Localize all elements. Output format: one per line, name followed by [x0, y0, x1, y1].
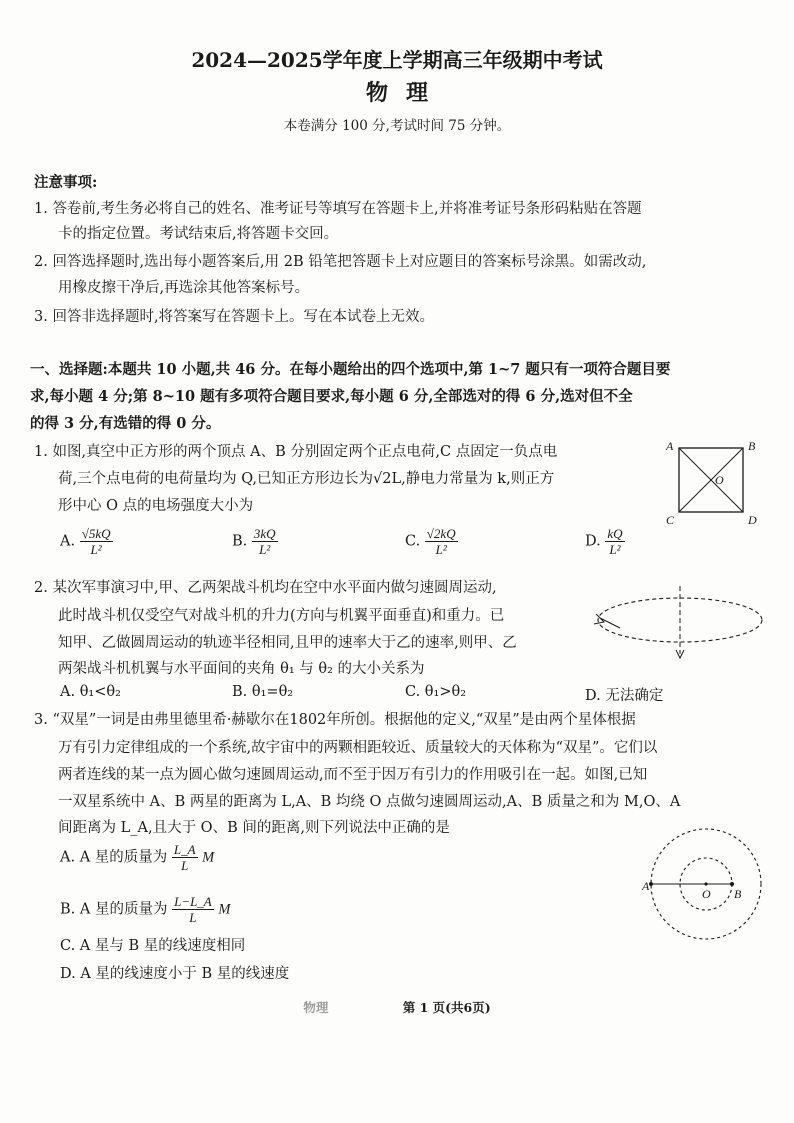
footer-left: 物理 [303, 1000, 329, 1015]
q2-option-c: C. θ₁>θ₂ [405, 684, 467, 700]
q2-option-b: B. θ₁=θ₂ [232, 684, 294, 700]
center-o-label: O [715, 473, 724, 487]
exam-title: 2024—2025学年度上学期高三年级期中考试 [191, 48, 603, 72]
center-o-label: O [702, 887, 711, 901]
q1-square-figure [662, 436, 766, 528]
q2-option-d: D. 无法确定 [585, 688, 664, 704]
question-1-text: 形中心 O 点的电场强度大小为 [58, 498, 254, 514]
section-instruction: 求,每小题 4 分;第 8~10 题有多项符合题目要求,每小题 6 分,全部选对的得 6 分,选对但不全 [30, 388, 633, 405]
vertex-c-label: C [666, 513, 675, 527]
question-3-text: 万有引力定律组成的一个系统,故宇宙中的两颗相距较近、质量较大的天体称为“双星”。它们以 [58, 740, 658, 756]
vertex-a-label: A [666, 439, 674, 453]
note-line: 卡的指定位置。考试结束后,将答题卡交回。 [58, 226, 339, 242]
q1-option-a: A. $\frac{√5kQ}{\text{L²}}$ [60, 526, 111, 557]
vertex-b-label: B [748, 439, 756, 453]
q3-option-b: B. A 星的质量为 $\frac{L-L\_A}{L}$ M [60, 894, 231, 925]
q1-option-d: D. $\frac{kQ}{\text{L²}}$ [585, 526, 623, 557]
question-2-text: 知甲、乙做圆周运动的轨迹半径相同,且甲的速率大于乙的速率,则甲、乙 [58, 635, 517, 651]
q3-option-a: A. A 星的质量为 $\frac{L\_A}{L}$ M [60, 842, 215, 873]
question-3-text: 两者连线的某一点为圆心做匀速圆周运动,而不至于因万有引力的作用吸引在一起。如图,已知 [58, 767, 648, 783]
note-line: 用橡皮擦干净后,再选涂其他答案标号。 [58, 280, 310, 296]
question-3-text: 间距离为 L_A,且大于 O、B 间的距离,则下列说法中正确的是 [58, 820, 450, 836]
q2-option-a: A. θ₁<θ₂ [60, 684, 121, 700]
q3-binary-star-figure [640, 822, 764, 946]
star-a-label: A [642, 879, 650, 893]
q1-option-c: C. $\frac{√2kQ}{\text{L²}}$ [405, 526, 456, 557]
subject-title: 物理 [365, 80, 446, 106]
q3-option-d: D. A 星的线速度小于 B 星的线速度 [60, 966, 290, 982]
note-line: 3. 回答非选择题时,将答案写在答题卡上。写在本试卷上无效。 [34, 309, 435, 325]
section-instruction: 一、选择题:本题共 10 小题,共 46 分。在每小题给出的四个选项中,第 1~7 题只有一项符合题目要 [30, 361, 671, 378]
star-b-label: B [734, 887, 742, 901]
section-instruction: 的得 3 分,有选错的得 0 分。 [30, 415, 221, 432]
question-1-text: 荷,三个点电荷的电荷量均为 Q,已知正方形边长为√2L,静电力常量为 k,则正方 [58, 471, 555, 487]
note-line: 1. 答卷前,考生务必将自己的姓名、准考证号等填写在答题卡上,并将准考证号条形码粘贴在答题 [34, 201, 642, 217]
page-number: 第 1 页(共6页) [402, 1000, 491, 1015]
q1-option-b: B. $\frac{3kQ}{\text{L²}}$ [232, 526, 276, 557]
question-1-text: 1. 如图,真空中正方形的两个顶点 A、B 分别固定两个正点电荷,C 点固定一负点电 [34, 444, 558, 460]
note-line: 2. 回答选择题时,选出每小题答案后,用 2B 铅笔把答题卡上对应题目的答案标号涂黑。如需改动, [34, 254, 647, 270]
notes-heading: 注意事项: [34, 174, 98, 191]
q3-option-c: C. A 星与 B 星的线速度相同 [60, 938, 246, 954]
question-2-text: 2. 某次军事演习中,甲、乙两架战斗机均在空中水平面内做匀速圆周运动, [34, 580, 497, 596]
page-footer [0, 998, 794, 1016]
question-2-text: 两架战斗机机翼与水平面间的夹角 θ₁ 与 θ₂ 的大小关系为 [58, 661, 425, 677]
question-2-text: 此时战斗机仅受空气对战斗机的升力(方向与机翼平面垂直)和重力。已 [58, 608, 505, 624]
exam-info: 本卷满分 100 分,考试时间 75 分钟。 [283, 118, 511, 134]
q2-orbit-figure [590, 580, 770, 664]
vertex-d-label: D [748, 513, 757, 527]
question-3-text: 3. “双星”一词是由弗里德里希·赫歇尔在1802年所创。根据他的定义,“双星”是由两个星体根据 [34, 712, 636, 728]
question-3-text: 一双星系统中 A、B 两星的距离为 L,A、B 均绕 O 点做匀速圆周运动,A、B 质量之和为 M,O、A [58, 794, 681, 810]
